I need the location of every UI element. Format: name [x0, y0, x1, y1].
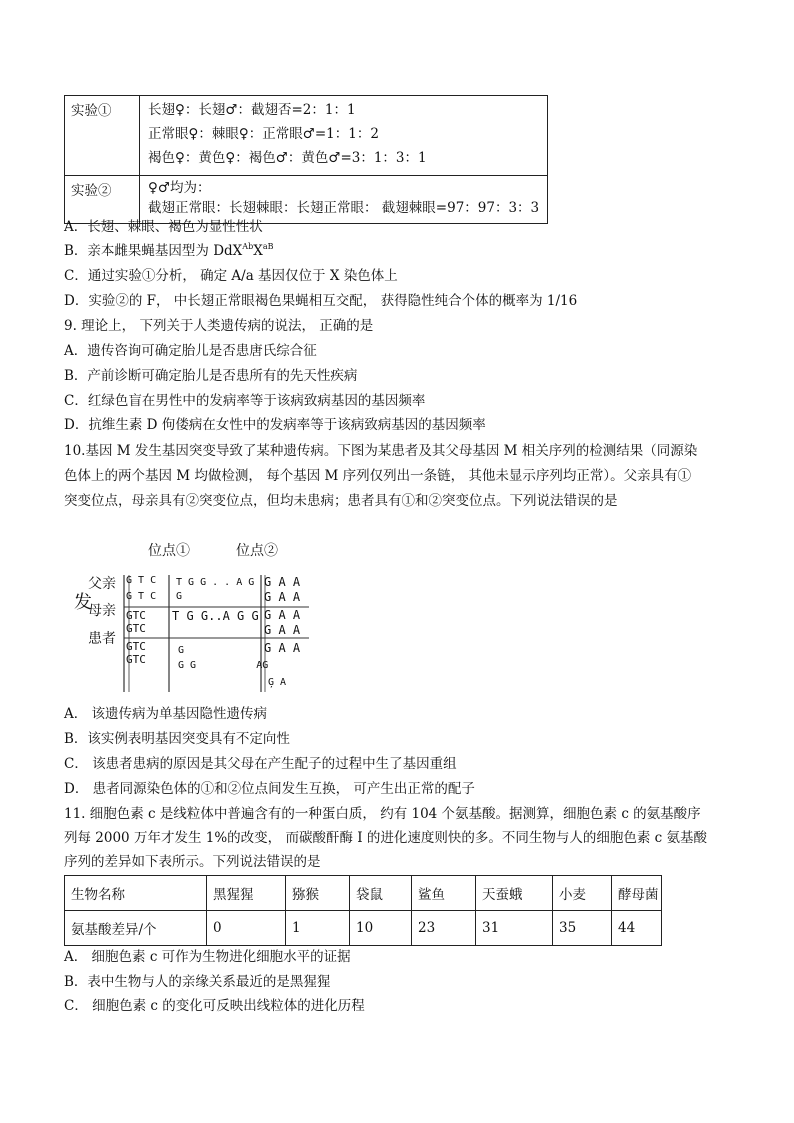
table-header-cell: 鲨鱼: [412, 876, 476, 911]
mother-seq-right-1: G A A: [264, 608, 301, 622]
patient-seq-mid-2: G G AG: [178, 660, 269, 671]
table-cell: 31: [476, 911, 553, 946]
q8-option-b-sup1: Ab: [242, 242, 254, 251]
experiment-1-line-1: 长翅♀：长翅♂：截翅否=2：1：1: [148, 102, 356, 118]
experiment-2-line-2: 截翅正常眼：长翅棘眼：长翅正常眼： 截翅棘眼=97：97：3：3: [148, 200, 540, 216]
mother-seq-left-1: GTC: [126, 609, 146, 622]
q8-option-d: D．实验②的 F， 中长翅正常眼褐色果蝇相互交配， 获得隐性纯合个体的概率为 1/16: [64, 293, 578, 309]
q8-option-b: [64, 242, 273, 260]
experiment-2-label: 实验②: [65, 176, 140, 224]
experiment-row-1: [65, 96, 548, 176]
sequencing-figure: [74, 540, 314, 695]
father-label: 父亲: [88, 576, 116, 592]
patient-seq-right-2: Ģ A: [268, 677, 287, 688]
table-cell: 35: [553, 911, 612, 946]
q11-option-b: B．表中生物与人的亲缘关系最近的是黑猩猩: [64, 974, 331, 990]
patient-seq-left-2: GTC: [126, 653, 146, 666]
father-seq-right-2: G A A: [264, 590, 301, 604]
q10-option-b: B．该实例表明基因突变具有不定向性: [64, 731, 290, 747]
table-cell: 1: [286, 911, 350, 946]
patient-seq-mid-1: G: [178, 645, 185, 656]
q8-option-b-x: X: [253, 243, 263, 259]
table-header-cell: 天蚕蛾: [476, 876, 553, 911]
q11-stem-line-3: 序列的差异如下表所示。下列说法错误的是: [64, 854, 321, 870]
experiment-row-2: [65, 176, 548, 224]
table-header-cell: 小麦: [553, 876, 612, 911]
q9-option-b: B．产前诊断可确定胎儿是否患所有的先天性疾病: [64, 368, 358, 384]
q8-option-b-sup2: aB: [262, 242, 274, 251]
mother-label: 母亲: [88, 603, 116, 619]
q10-stem-line-3: 突变位点，母亲具有②突变位点，但均未患病；患者具有①和②突变位点。下列说法错误的是: [64, 493, 618, 509]
q11-option-c: C． 细胞色素 c 的变化可反映出线粒体的进化历程: [64, 998, 365, 1014]
experiment-1-line-3: 褐色♀：黄色♀：褐色♂：黄色♂=3：1：3：1: [148, 150, 427, 166]
experiment-1-label: 实验①: [65, 96, 140, 176]
table-header-cell: 猕猴: [286, 876, 350, 911]
mother-seq-left-2: GTC: [126, 622, 146, 635]
father-seq-left-1: G T C: [126, 575, 157, 586]
table-header-cell: 酵母菌: [612, 876, 662, 911]
q10-stem-line-1: 10.基因 M 发生基因突变导致了某种遗传病。下图为某患者及其父母基因 M 相关序列的检测结果（同源染: [64, 443, 698, 459]
table-cell: 0: [207, 911, 286, 946]
mother-seq-mid-1: T G G..A G G: [172, 609, 259, 623]
q10-stem-line-2: 色体上的两个基因 M 均做检测， 每个基因 M 序列仅列出一条链， 其他未显示序列均正常）。父亲具有①: [64, 468, 692, 484]
site-1-label: 位点①: [148, 543, 190, 559]
father-seq-left-2: G T C: [126, 591, 157, 602]
table-cell: 23: [412, 911, 476, 946]
father-seq-mid-2: G: [176, 591, 183, 602]
experiment-1-results: [140, 96, 548, 176]
patient-seq-left-1: GTC: [126, 640, 146, 653]
q11-stem-line-1: 11. 细胞色素 c 是线粒体中普遍含有的一种蛋白质， 约有 104 个氨基酸。据测算，细胞色素 c 的氨基酸序: [64, 806, 701, 822]
q10-option-d: D． 患者同源染色体的①和②位点间发生互换， 可产生出正常的配子: [64, 781, 475, 797]
cytochrome-table-data-row: [65, 911, 662, 946]
q10-option-c: C． 该患者患病的原因是其父母在产生配子的过程中生了基因重组: [64, 756, 457, 772]
patient-seq-right-1: G A A: [264, 641, 301, 655]
q8-option-a: A．长翅、棘眼、褐色为显性性状: [64, 219, 263, 235]
experiment-2-line-1: ♀♂均为：: [148, 180, 211, 196]
table-header-cell: 黑猩猩: [207, 876, 286, 911]
table-cell: 10: [350, 911, 412, 946]
experiment-1-line-2: 正常眼♀：棘眼♀：正常眼♂=1：1：2: [148, 126, 379, 142]
mother-seq-right-2: G A A: [264, 623, 301, 637]
father-seq-right-1: G A A: [264, 575, 301, 589]
q9-option-a: A．遗传咨询可确定胎儿是否患唐氏综合征: [64, 343, 317, 359]
father-seq-mid-1: T G G . . A G: [176, 577, 255, 588]
patient-label: 患者: [88, 631, 116, 647]
q11-option-a: A． 细胞色素 c 可作为生物进化细胞水平的证据: [64, 949, 351, 965]
experiment-table: [64, 95, 548, 224]
cytochrome-c-table: [64, 875, 662, 946]
q9-stem: 9. 理论上， 下列关于人类遗传病的说法， 正确的是: [64, 318, 374, 334]
table-cell: 氨基酸差异/个: [65, 911, 207, 946]
q9-option-d: D．抗维生素 D 佝偻病在女性中的发病率等于该病致病基因的基因频率: [64, 417, 486, 433]
q9-option-c: C．红绿色盲在男性中的发病率等于该病致病基因的基因频率: [64, 393, 426, 409]
table-header-cell: 生物名称: [65, 876, 207, 911]
site-2-label: 位点②: [236, 543, 278, 559]
q8-option-b-text: B．亲本雌果蝇基因型为 DdX: [64, 243, 243, 259]
q10-option-a: A． 该遗传病为单基因隐性遗传病: [64, 706, 268, 722]
table-header-cell: 袋鼠: [350, 876, 412, 911]
stray-character: 发: [74, 592, 92, 613]
q11-stem-line-2: 列每 2000 万年才发生 1%的改变， 而碳酸酐酶 I 的进化速度则快的多。不同生物与人的细胞色素 c 氨基酸: [64, 830, 707, 846]
cytochrome-table-header-row: [65, 876, 662, 911]
experiment-2-results: [140, 176, 548, 224]
table-cell: 44: [612, 911, 662, 946]
q8-option-c: C．通过实验①分析， 确定 A/a 基因仅位于 X 染色体上: [64, 268, 398, 284]
